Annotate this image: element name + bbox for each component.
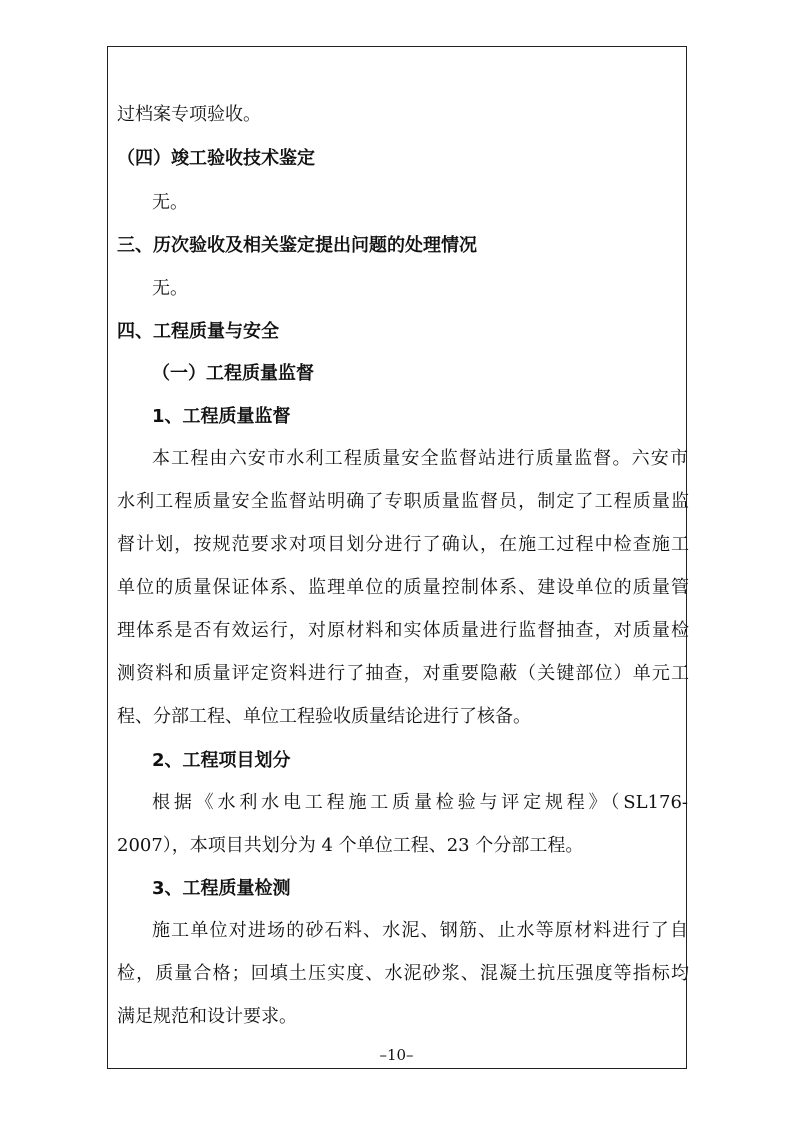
subsection-heading: 3、工程质量检测 <box>152 878 291 899</box>
text-line: 过档案专项验收。 <box>117 104 261 125</box>
paragraph-line: 测资料和质量评定资料进行了抽查，对重要隐蔽（关键部位）单元工 <box>117 663 689 684</box>
paragraph-line: 理体系是否有效运行，对原材料和实体质量进行监督抽查，对质量检 <box>117 620 689 641</box>
page-border <box>107 46 687 1069</box>
paragraph-line: 单位的质量保证体系、监理单位的质量控制体系、建设单位的质量管 <box>117 577 689 598</box>
paragraph-line: 督计划，按规范要求对项目划分进行了确认，在施工过程中检查施工 <box>117 534 689 555</box>
paragraph-line: 根据《水利水电工程施工质量检验与评定规程》（SL176- <box>152 792 688 813</box>
section-heading: 四、工程质量与安全 <box>117 321 279 342</box>
text-line: 无。 <box>152 278 188 299</box>
paragraph-line: 水利工程质量安全监督站明确了专职质量监督员，制定了工程质量监 <box>117 491 689 512</box>
subsection-heading: （一）工程质量监督 <box>152 363 314 384</box>
paragraph-line: 施工单位对进场的砂石料、水泥、钢筋、止水等原材料进行了自 <box>152 920 688 941</box>
section-heading: 三、历次验收及相关鉴定提出问题的处理情况 <box>117 235 477 256</box>
section-heading: （四）竣工验收技术鉴定 <box>117 148 315 169</box>
subsection-heading: 2、工程项目划分 <box>152 750 291 771</box>
subsection-heading: 1、工程质量监督 <box>152 406 291 427</box>
paragraph-line: 程、分部工程、单位工程验收质量结论进行了核备。 <box>117 706 531 727</box>
paragraph-line: 2007），本项目共划分为 4 个单位工程、23 个分部工程。 <box>117 835 584 856</box>
page-number: –10– <box>379 1046 414 1064</box>
text-line: 无。 <box>152 192 188 213</box>
paragraph-line: 检，质量合格；回填土压实度、水泥砂浆、混凝土抗压强度等指标均 <box>117 963 689 984</box>
paragraph-line: 本工程由六安市水利工程质量安全监督站进行质量监督。六安市 <box>152 448 688 469</box>
paragraph-line: 满足规范和设计要求。 <box>117 1006 297 1027</box>
